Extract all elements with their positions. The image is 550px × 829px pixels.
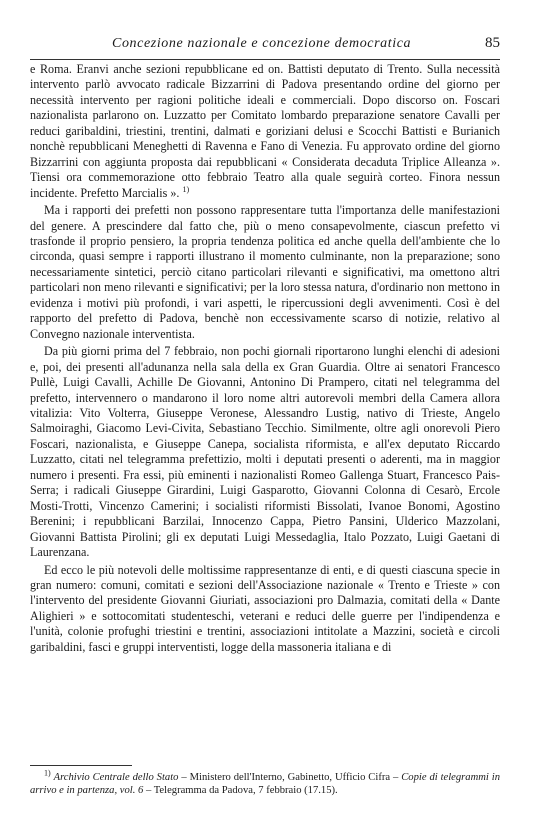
footnotes: [30, 768, 501, 798]
footnote-marker: 1): [44, 768, 51, 778]
footnote: [30, 768, 501, 798]
footnote-text: – Ministero dell'Interno, Gabinetto, Ufficio Cifra –: [178, 772, 402, 783]
page-header: [30, 34, 500, 56]
footnote-collection: Copie di telegrammi in arrivo e in partenza, vol. 6: [30, 772, 501, 797]
running-title: Concezione nazionale e concezione democratica: [112, 36, 412, 51]
footnote-text-end: – Telegramma da Padova, 7 febbraio (17.15).: [143, 785, 338, 797]
paragraph-text: e Roma. Eranvi anche sezioni repubblicane ed on. Battisti deputato di Trento. Sulla necessità intervento parlò avvocato radicale Bizzarrini di Padova presentando ordine del giorno per necessità intervento per ragioni politiche ideali e commerciali. Dopo discorso on. Foscari nazionalista parlarono on. Luzzatto per Comitato lombardo preparazione senatore Cavalli per reduci garibaldini, triestini, trentini, dalmati e goriziani delusi e Scocchi Battisti e Burianich nonchè repubblicani Meneghetti di Ravenna e Fano di Venezia. Fu approvato ordine del giorno Bizzarrini con aggiunta proposta dai repubblicani « Considerata decaduta Triplice Alleanza ». Tiensi ora commemorazione otto febbraio Teatro alla quale seguirà corteo. Finora nessun incidente. Prefetto Marcialis ».: [30, 62, 500, 200]
paragraph: Ed ecco le più notevoli delle moltissime rappresentanze di enti, e di questi ciascuna specie in gran numero: comuni, comitati e sezioni dell'Associazione nazionale « Trento e Trieste » con l'intervento del presidente Giovanni Giuriati, associazioni pro Dalmazia, comitati della « Dante Alighieri » e sottocomitati studenteschi, veterani e reduci delle guerre per l'indipendenza e l'unità, colonie profughi triestini e trentini, associazioni intitolate a Mazzini, società e circoli garibaldini, fasci e gruppi interventisti, logge della massoneria italiana e di: [30, 562, 500, 654]
footnote-source: Archivio Centrale dello Stato: [53, 772, 179, 783]
body-text: [30, 62, 500, 655]
page-number: 85: [485, 35, 500, 51]
paragraph: [30, 62, 500, 201]
footnote-rule: [30, 765, 132, 766]
paragraph: Da più giorni prima del 7 febbraio, non pochi giornali riportarono lunghi elenchi di adesioni e, poi, dei presenti all'adunanza nella sala della ex Gran Guardia. Oltre ai senatori Francesco Pullè, Luigi Cavalli, Achille De Giovanni, Antonino Di Prampero, citati nel telegramma del prefetto, intervennero o mandarono il loro nome altri autorevoli membri della Camera allora vitalizia: Vito Volterra, Giuseppe Veronese, Alessandro Lustig, nativo di Trieste, Angelo Salmoiraghi, Giacomo Levi-Civita, Sebastiano Tecchio. Similmente, oltre agli onorevoli Piero Foscari, nazionalista, e Giuseppe Canepa, socialista riformista, e all'ex deputato Riccardo Luzzatto, citati nel telegramma prefettizio, molti i deputati presenti o aderenti, ma in maggior numero i presenti. Fra essi, più eminenti i nazionalisti Romeo Gallenga Stuart, Francesco Pais-Serra; i radicali Giuseppe Girardini, Luigi Gasparotto, Giovanni Colonna di Cesarò, Ercole Mosti-Trotti, Vincenzo Camerini; i socialisti riformisti Bissolati, Ivanoe Bonomi, Agostino Berenini; i repubblicani Barzilai, Innocenzo Cappa, Pietro Pansini, Ulderico Mazzolani, Giovanni Battista Pirolini; gli ex deputati Luigi Messedaglia, Italo Pozzato, Luigi Gaetani di Laurenzana.: [30, 344, 500, 560]
paragraph: Ma i rapporti dei prefetti non possono rappresentare tutta l'importanza delle manifestazioni del genere. A prescindere dal fatto che, più o meno consapevolmente, ciascun prefetto vi trasfonde il proprio pensiero, la propria tendenza politica ed anche quella dell'ambiente che lo circonda, quasi sempre i rapporti illustrano il momento culminante, non la preparazione; sono necessariamente sintetici, perciò citano particolari rilevanti e significativi, ma omettono altri particolari non meno rilevanti e significativi; per la loro stessa natura, d'ordinario non mettono in evidenza i motivi più profondi, i vari aspetti, le ripercussioni degli avvenimenti. Così è del rapporto del prefetto di Padova, benchè non eccessivamente scarso di notizie, relativo al Convegno nazionale interventista.: [30, 203, 500, 341]
header-rule: [30, 59, 500, 60]
footnote-reference[interactable]: 1): [182, 184, 190, 194]
